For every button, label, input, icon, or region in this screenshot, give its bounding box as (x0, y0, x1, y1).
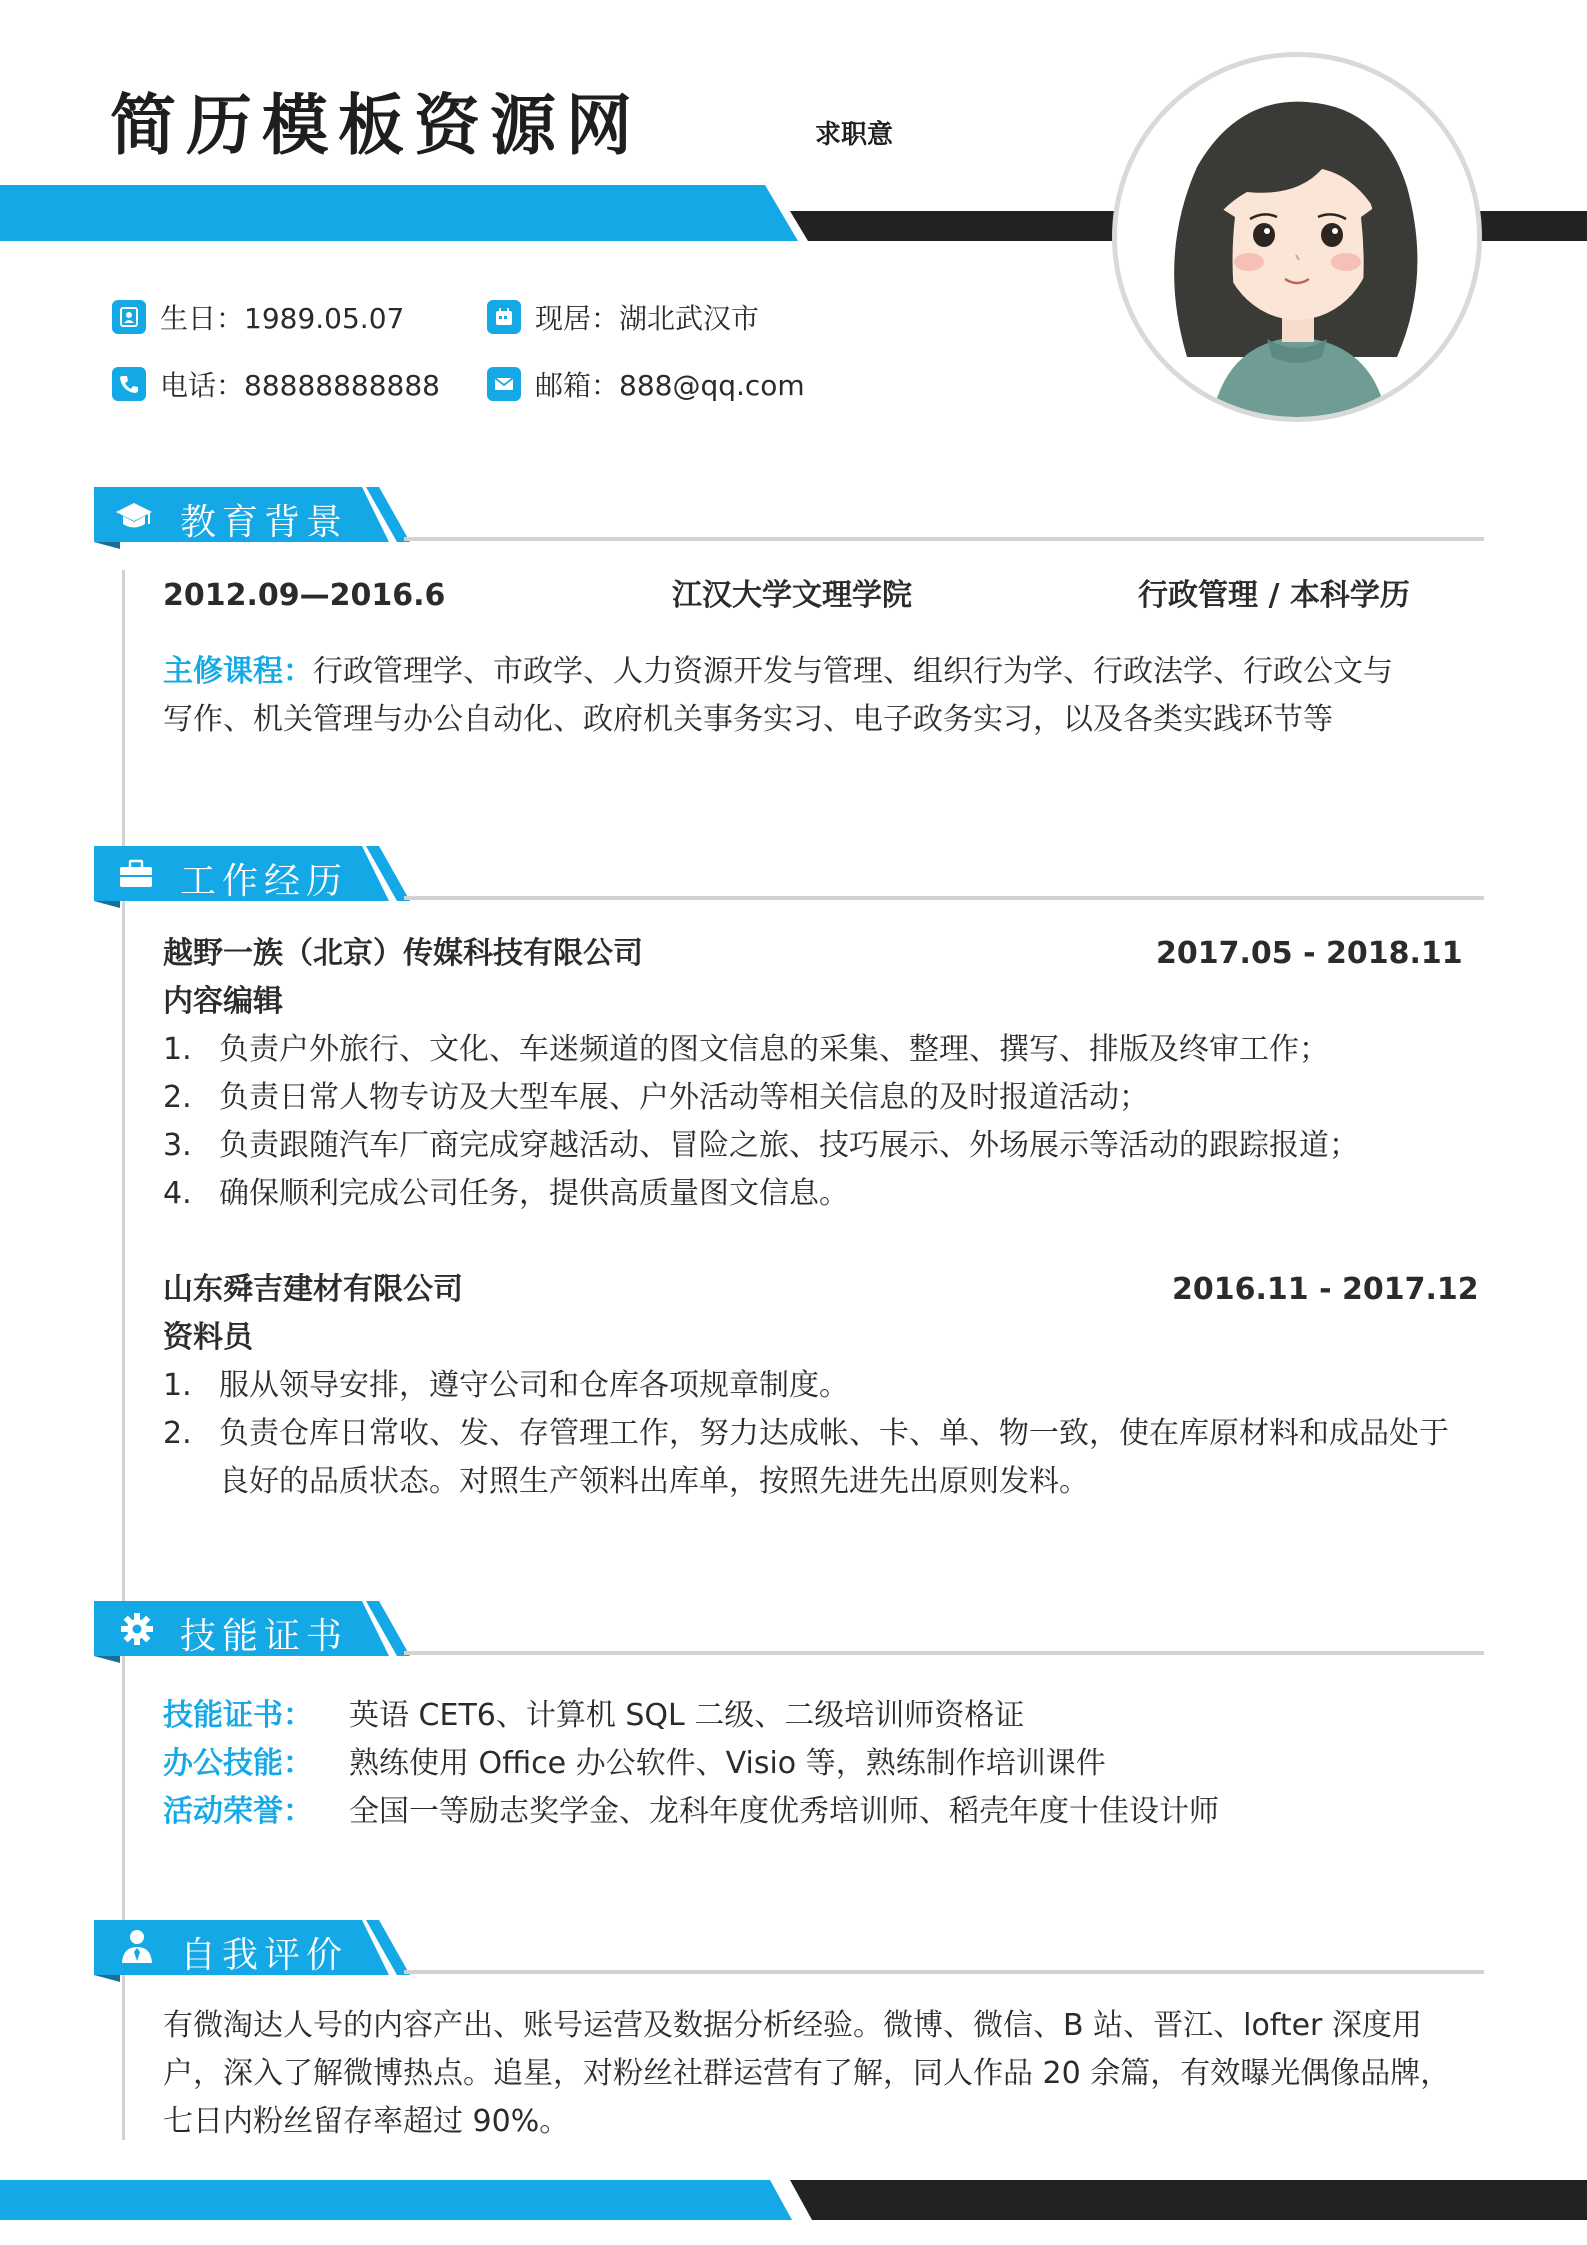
courses-text-1: 行政管理学、市政学、人力资源开发与管理、组织行为学、行政法学、行政公文与 (313, 654, 1393, 689)
education-period: 2012.09—2016.6 (163, 578, 446, 613)
user-icon (120, 1928, 154, 1968)
section-rule-education (404, 537, 1484, 541)
self-evaluation-text: 有微淘达人号的内容产出、账号运营及数据分析经验。微博、微信、B 站、晋江、lofter 深度用户，深入了解微博热点。追星，对粉丝社群运营有了解，同人作品 20 余篇，有效曝光偶像品牌，七日内粉丝留存率超过 90%。 (163, 2008, 1451, 2139)
section-rule-self (404, 1970, 1484, 1974)
education-courses-line1 (163, 648, 1393, 696)
job-company-1: 越野一族（北京）传媒科技有限公司 (163, 936, 643, 971)
job-role-2: 资料员 (163, 1320, 253, 1355)
list-item: 3. 负责跟随汽车厂商完成穿越活动、冒险之旅、技巧展示、外场展示等活动的跟踪报道； (163, 1128, 1359, 1163)
footer-band (0, 2180, 1587, 2220)
job-period-1: 2017.05 - 2018.11 (1156, 936, 1463, 971)
phone-text: 电话：88888888888 (160, 369, 440, 402)
list-item: 2. 负责仓库日常收、发、存管理工作，努力达成帐、卡、单、物一致，使在库原材料和成品处于良好的品质状态。对照生产领料出库单，按照先进先出原则发料。 (163, 1416, 1449, 1499)
section-title-skills: 技能证书 (180, 1616, 349, 1657)
section-title-self: 自我评价 (180, 1935, 349, 1976)
id-card-icon (112, 300, 146, 334)
timeline-line (122, 570, 125, 2140)
avatar (1112, 52, 1482, 422)
residence-text: 现居：湖北武汉市 (535, 302, 760, 335)
phone-icon (112, 367, 146, 401)
calendar-icon (487, 300, 521, 334)
skills-row: 办公技能： 熟练使用 Office 办公软件、Visio 等，熟练制作培训课件 (163, 1746, 1106, 1781)
list-item: 4. 确保顺利完成公司任务，提供高质量图文信息。 (163, 1176, 849, 1211)
section-rule-work (404, 896, 1484, 900)
list-item: 1. 负责户外旅行、文化、车迷频道的图文信息的采集、整理、撰写、排版及终审工作； (163, 1032, 1329, 1067)
briefcase-icon (118, 859, 154, 893)
graduation-cap-icon (114, 500, 154, 536)
skills-list (163, 1692, 1219, 1836)
job-period-2: 2016.11 - 2017.12 (1172, 1272, 1479, 1307)
courses-label: 主修课程： (163, 654, 313, 689)
contact-birthday (112, 297, 404, 337)
mail-icon (487, 367, 521, 401)
list-item: 2. 负责日常人物专访及大型车展、户外活动等相关信息的及时报道活动； (163, 1080, 1149, 1115)
education-major: 行政管理 / 本科学历 (1138, 578, 1410, 613)
contact-phone (112, 364, 440, 404)
job-company-2: 山东舜吉建材有限公司 (163, 1272, 463, 1307)
education-school: 江汉大学文理学院 (672, 578, 912, 613)
section-title-education: 教育背景 (180, 502, 349, 543)
job-intent: 求职意 (815, 120, 894, 150)
contact-residence (487, 297, 759, 337)
courses-text-2: 写作、机关管理与办公自动化、政府机关事务实习、电子政务实习，以及各类实践环节等 (163, 702, 1333, 737)
section-rule-skills (404, 1651, 1484, 1655)
job-duties-1 (163, 1026, 1483, 1218)
gear-icon (120, 1612, 154, 1650)
contact-email (487, 364, 805, 404)
job-duties-2 (163, 1362, 1475, 1506)
section-title-work: 工作经历 (180, 861, 349, 902)
job-role-1: 内容编辑 (163, 984, 283, 1019)
resume-name: 简历模板资源网 (110, 87, 642, 164)
skills-row: 活动荣誉： 全国一等励志奖学金、龙科年度优秀培训师、稻壳年度十佳设计师 (163, 1794, 1219, 1829)
birthday-text: 生日：1989.05.07 (160, 302, 405, 335)
list-item: 1. 服从领导安排，遵守公司和仓库各项规章制度。 (163, 1368, 849, 1403)
email-text: 邮箱：888@qq.com (535, 369, 805, 402)
skills-row: 技能证书： 英语 CET6、计算机 SQL 二级、二级培训师资格证 (163, 1698, 1025, 1733)
